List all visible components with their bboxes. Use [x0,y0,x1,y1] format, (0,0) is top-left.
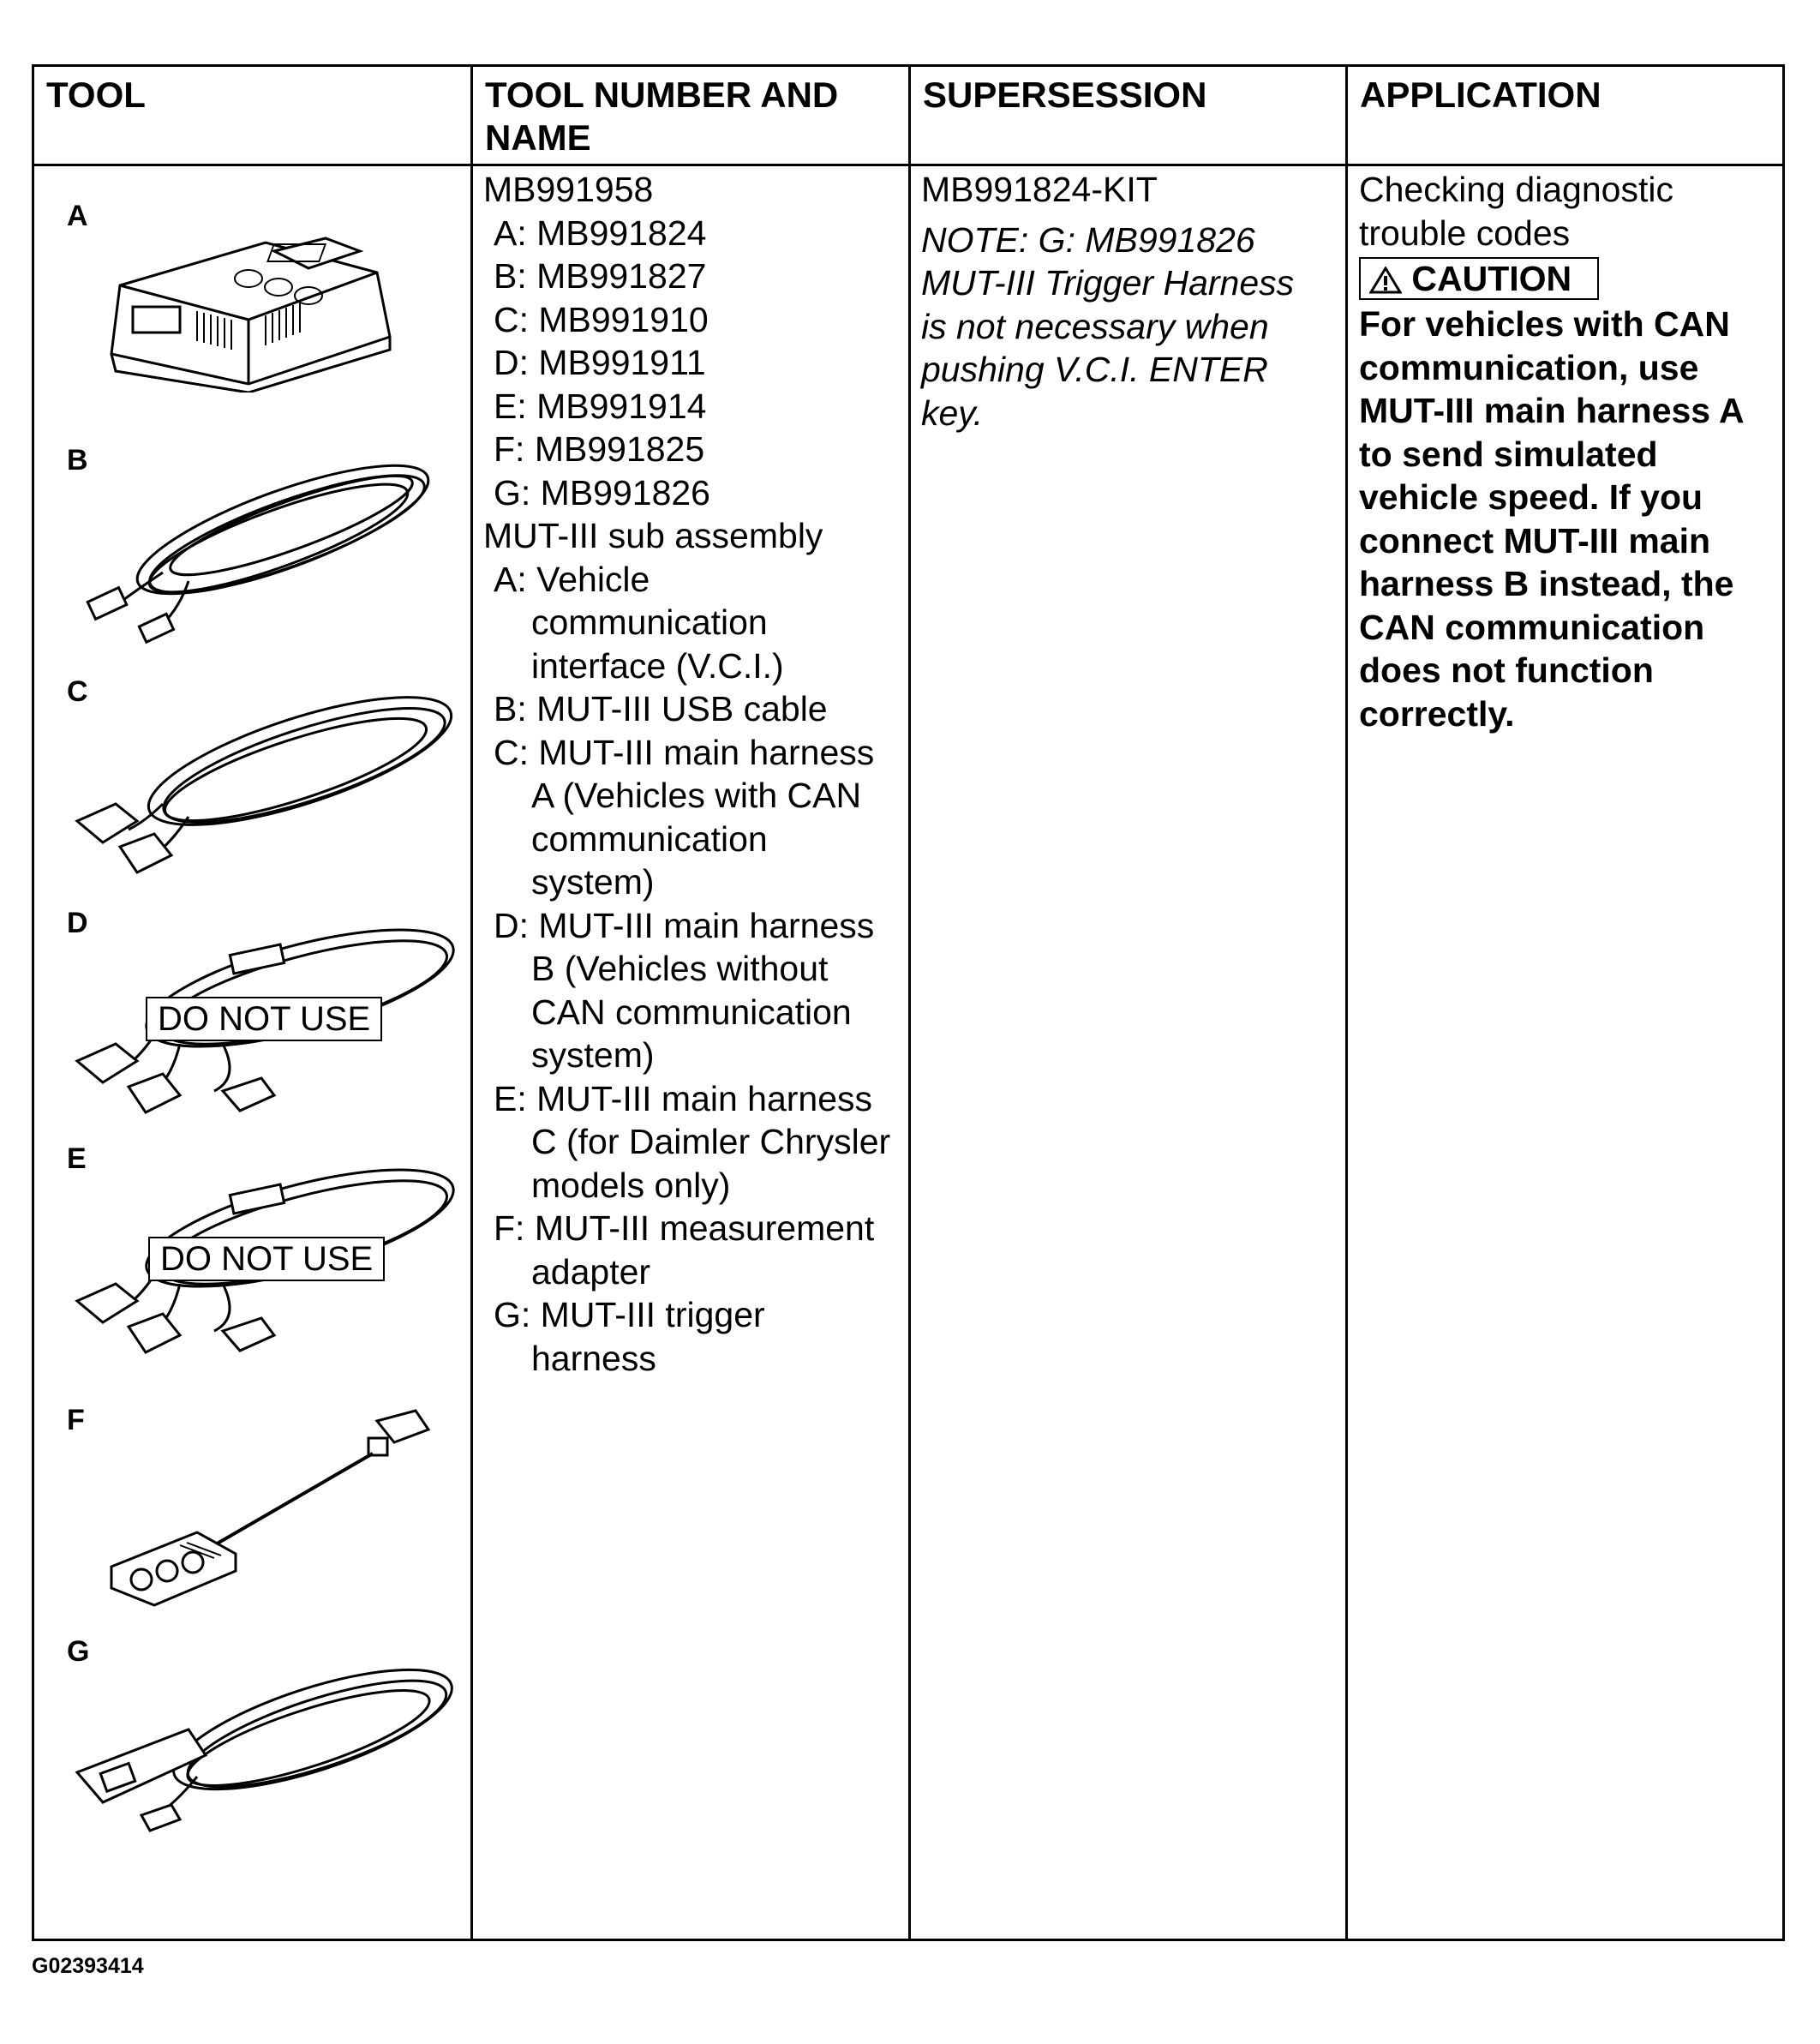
application-line: Checking diagnostic [1359,170,1673,209]
supersession-number: MB991824-KIT [921,170,1158,209]
header-application-text: APPLICATION [1360,75,1601,115]
tool-table [32,64,1785,1941]
sub-assembly-item: A: Vehicle [494,559,650,599]
caution-line: to send simulated [1359,434,1658,474]
caution-line: CAN communication [1359,607,1705,647]
sub-assembly-item: E: MUT-III main harness [494,1078,873,1118]
sub-assembly-item-cont: C (for Daimler Chrysler [531,1122,891,1161]
header-tool-number-line1: TOOL NUMBER AND [485,75,839,115]
supersession-note-line: is not necessary when [921,306,1269,346]
header-supersession-text: SUPERSESSION [923,75,1207,115]
supersession-note-line: key. [921,393,984,433]
caution-line: For vehicles with CAN [1359,304,1730,344]
sub-assembly-item-cont: CAN communication [531,992,852,1032]
tool-letter-a: A [67,200,88,232]
sub-assembly-item-cont: A (Vehicles with CAN [531,776,862,815]
kit-part: E: MB991914 [494,386,707,426]
supersession-note-line: NOTE: G: MB991826 [921,219,1255,260]
header-supersession [911,67,1345,123]
header-tool-number [473,67,908,166]
kit-number: MB991958 [483,170,654,209]
do-not-use-label: DO NOT USE [146,997,382,1041]
sub-assembly-item-cont: communication [531,602,768,642]
sub-assembly-item-cont: system) [531,862,655,902]
caution-label: CAUTION [1411,259,1572,298]
header-tool-text: TOOL [46,75,146,115]
tool-number-column [473,168,908,1380]
usb-cable-icon [69,453,454,650]
supersession-note-line: MUT-III Trigger Harness [921,263,1295,303]
tool-letter-g: G [67,1635,90,1668]
sub-assembly-item: B: MUT-III USB cable [494,689,828,728]
header-tool-number-line2: NAME [485,117,591,158]
sub-assembly-item-cont: models only) [531,1165,731,1205]
kit-part: B: MB991827 [494,256,707,296]
caution-line: correctly. [1359,693,1515,734]
tool-letter-d: D [67,907,88,939]
sub-assembly-item-cont: adapter [531,1251,651,1292]
caution-line: MUT-III main harness A [1359,391,1745,430]
header-application [1348,67,1782,123]
sub-assembly-item-cont: system) [531,1035,655,1075]
sub-assembly-item: C: MUT-III main harness [494,732,875,772]
sub-assembly-item: F: MUT-III measurement [494,1208,875,1248]
figure-id: G02393414 [32,1954,144,1978]
caution-line: harness B instead, the [1359,564,1734,603]
sub-assembly-item-cont: harness [531,1338,656,1378]
warning-triangle-icon [1369,267,1402,294]
kit-part: D: MB991911 [494,343,706,382]
tool-letter-f: F [67,1404,85,1436]
tool-letter-c: C [67,675,88,708]
caution-line: vehicle speed. If you [1359,477,1703,517]
measurement-adapter-icon [86,1404,454,1609]
sub-assembly-item: D: MUT-III main harness [494,905,875,945]
trigger-harness-icon [69,1644,471,1841]
caution-line: does not function [1359,650,1654,690]
sub-assembly-item-cont: communication [531,818,768,859]
sub-assembly-item-cont: B (Vehicles without [531,949,829,988]
sub-assembly-title: MUT-III sub assembly [483,516,823,555]
kit-part: C: MB991910 [494,299,709,339]
caution-line: communication, use [1359,347,1699,387]
supersession-note-line: pushing V.C.I. ENTER [921,350,1268,389]
tool-letter-b: B [67,444,88,477]
tool-letter-e: E [67,1142,87,1175]
supersession-column [911,168,1345,435]
header-divider [34,164,1782,166]
application-column [1348,168,1782,735]
header-tool [34,67,470,123]
kit-part: F: MB991825 [494,429,705,469]
caution-box [1359,257,1599,300]
kit-part: A: MB991824 [494,213,707,253]
vci-unit-icon [94,208,420,393]
application-line: trouble codes [1359,213,1571,253]
sub-assembly-item: G: MUT-III trigger [494,1295,765,1334]
caution-line: connect MUT-III main [1359,520,1711,560]
kit-part: G: MB991826 [494,472,710,512]
sub-assembly-item-cont: interface (V.C.I.) [531,645,784,686]
do-not-use-label: DO NOT USE [148,1237,385,1281]
main-harness-a-icon [69,680,471,877]
